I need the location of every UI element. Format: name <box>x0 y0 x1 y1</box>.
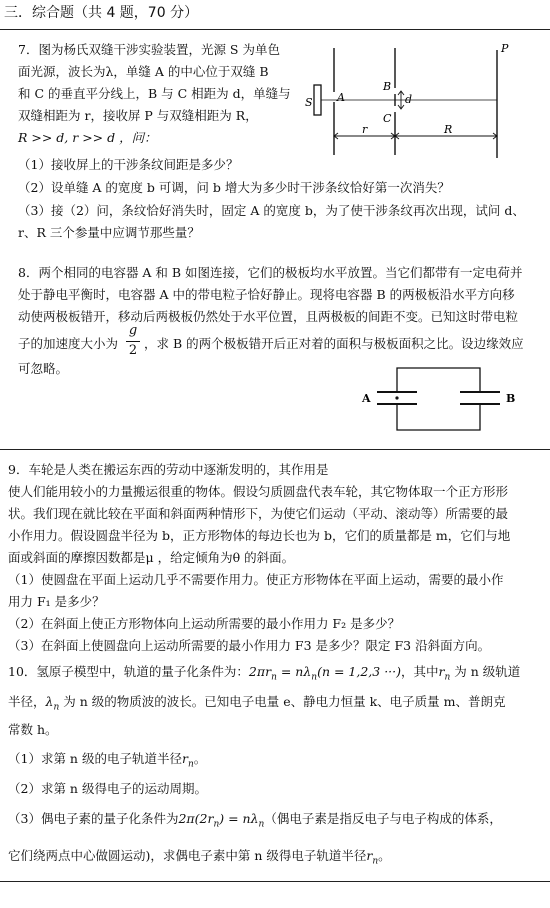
math-r: r <box>438 664 445 679</box>
q9-line: 使人们能用较小的力量搬运很重的物体。假设匀质圆盘代表车轮，其它物体取一个正方形形 <box>8 484 509 499</box>
frac-bar <box>126 341 140 342</box>
section-title: 三．综合题（共 4 题，70 分） <box>4 5 199 21</box>
label-P: P <box>501 42 509 55</box>
q9-line: 面或斜面的摩擦因数都是μ ，给定倾角为θ 的斜面。 <box>8 550 295 565</box>
q10-text: 它们绕两点中心做圆运动)，求偶电子素中第 n 级得电子轨道半径 <box>8 848 367 863</box>
q9-line: （3）在斜面上使圆盘向上运动所需要的最小作用力 F3 是多少？限定 F3 沿斜面方向。 <box>8 638 491 653</box>
label-R: R <box>444 123 453 136</box>
q10-text: ，其中 <box>401 664 439 679</box>
q9-line: 状。我们现在就比较在平面和斜面两种情形下，为使它们运动（平动、滚动等）所需要的最 <box>8 506 509 521</box>
q10-sub: （2）求第 n 级得电子的运动周期。 <box>8 781 207 796</box>
q9-line: 9．车轮是人类在搬运东西的劳动中逐渐发明的，其作用是 <box>8 462 329 477</box>
q7-line: 和 C 的垂直平分线上，B 与 C 相距为 d，单缝与 <box>18 86 291 101</box>
label-A: A <box>337 91 345 104</box>
q10-text: 为 n 级的物质波的波长。已知电子电量 e、静电力恒量 k、电子质量 m、普朗克 <box>63 694 506 709</box>
q10-text: 。 <box>193 751 207 766</box>
q10-text: 半径， <box>8 694 46 709</box>
math-2pi-r: 2πr <box>248 664 272 679</box>
q8-line: 子的加速度大小为 <box>18 336 119 351</box>
math-r: r <box>181 751 188 766</box>
q8-line: 8．两个相同的电容器 A 和 B 如图连接，它们的极板均水平放置。当它们都带有一定电荷并 <box>18 265 523 280</box>
label-C: C <box>383 112 392 125</box>
sub-n: n <box>53 702 60 713</box>
double-slit-diagram <box>305 40 520 162</box>
q10-text: （3）偶电子素的量子化条件为 <box>8 811 179 826</box>
q7-line: 面光源，波长为λ，单缝 A 的中心位于双缝 B <box>18 64 269 79</box>
q8-line: 处于静电平衡时，电容器 A 中的带电粒子恰好静止。现将电容器 B 的两极板沿水平方向移 <box>18 287 515 302</box>
q10-text: 10．氢原子模型中，轨道的量子化条件为： <box>8 664 249 679</box>
light-source <box>314 85 321 115</box>
sub-n: n <box>271 672 277 683</box>
divider <box>0 449 550 450</box>
label-B: B <box>383 80 392 93</box>
label-S: S <box>305 96 313 109</box>
sub-n: n <box>444 672 451 683</box>
q8-line: ，求 B 的两个极板错开后正对着的面积与极板面积之比。设边缘效应 <box>144 336 524 351</box>
math-n-lambda: ) = nλ <box>219 811 259 826</box>
q8-line: 动使两极板错开，移动后两极板仍然处于水平位置，且两极板的间距不变。已知这时带电粒 <box>18 309 519 324</box>
label-r: r <box>362 123 368 136</box>
label-capacitor-A: A <box>362 392 371 405</box>
frac-denominator: 2 <box>128 343 138 358</box>
charged-particle <box>395 396 398 399</box>
q10-text: 。 <box>378 848 391 863</box>
q8-line: 可忽略。 <box>18 361 69 376</box>
q10-text: 为 n 级轨道 <box>454 664 521 679</box>
capacitor-circuit <box>360 362 530 437</box>
bottom-rule <box>0 881 550 882</box>
q7-sub: （2）设单缝 A 的宽度 b 可调，问 b 增大为多少时干涉条纹恰好第一次消失？ <box>18 180 450 195</box>
sub-n: n <box>311 672 318 683</box>
sub-n: n <box>187 759 194 770</box>
q7-sub: r、R 三个参量中应调节那些量？ <box>18 225 200 240</box>
q10-line: 常数 h。 <box>8 722 58 737</box>
q9-line: 用力 F₁ 是多少？ <box>8 594 105 609</box>
header-rule <box>0 29 550 30</box>
label-d: d <box>405 93 413 106</box>
sub-n: n <box>213 819 220 830</box>
q7-line: 7．图为杨氏双缝干涉实验装置，光源 S 为单色 <box>18 42 280 57</box>
q9-line: 小作用力。假设圆盘半径为 b，正方形物体的每边长也为 b，它们的质量都是 m，它们与地 <box>8 528 511 543</box>
frac-numerator: g <box>128 323 138 338</box>
sub-n: n <box>258 819 265 830</box>
q10-text: （1）求第 n 级的电子轨道半径 <box>8 751 182 766</box>
q10-sub <box>8 751 206 773</box>
q7-sub: （1）接收屏上的干涉条纹间距是多少？ <box>18 157 239 172</box>
sub-n: n <box>372 856 379 867</box>
math-n-values: (n = 1,2,3 ···) <box>317 664 402 679</box>
q7-line: 双缝相距为 r，接收屏 P 与双缝相距为 R， <box>18 108 258 123</box>
math-2pi-2r: 2π(2r <box>178 811 214 826</box>
q10-sub <box>8 811 502 833</box>
q9-line: （2）在斜面上使正方形物体向上运动所需要的最小作用力 F₂ 是多少？ <box>8 616 401 631</box>
math-n-lambda: = nλ <box>276 664 312 679</box>
label-capacitor-B: B <box>506 392 516 405</box>
q10-line <box>8 848 391 870</box>
q9-line: （1）使圆盘在平面上运动几乎不需要作用力。使正方形物体在平面上运动，需要的最小作 <box>8 572 504 587</box>
math-r: r <box>366 848 373 863</box>
q7-sub: （3）接（2）问，条纹恰好消失时，固定 A 的宽度 b，为了使干涉条纹再次出现，试问 d、 <box>18 203 525 218</box>
math-lambda: λ <box>45 694 54 709</box>
q10-text: （偶电子素是指反电子与电子构成的体系， <box>264 811 502 826</box>
q10-line <box>8 664 520 686</box>
q7-line: R >> d, r >> d ，问： <box>18 130 157 145</box>
q10-line <box>8 694 505 716</box>
